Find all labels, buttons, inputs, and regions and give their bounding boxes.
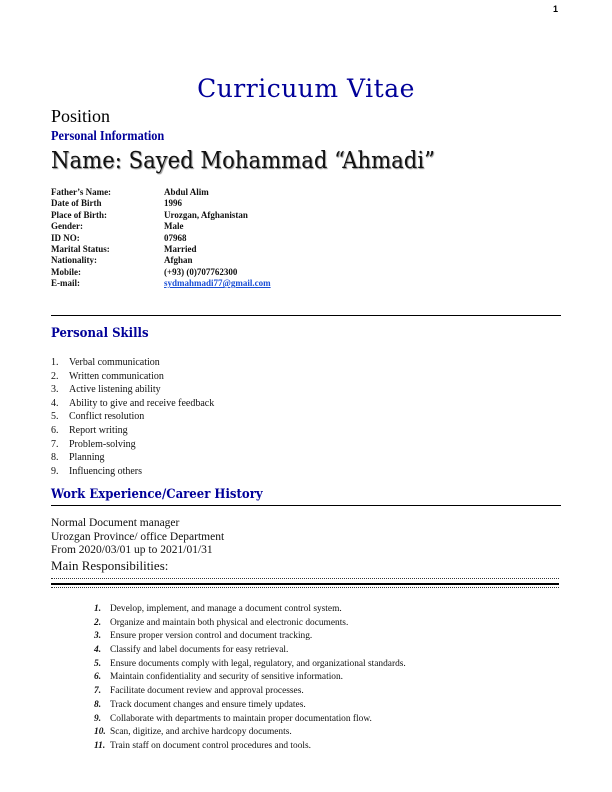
info-row-dob <box>51 198 271 209</box>
thick-divider <box>51 583 559 585</box>
job-period: From 2020/03/01 up to 2021/01/31 <box>51 544 213 556</box>
job-title: Normal Document manager <box>51 517 180 529</box>
item-number: 4. <box>51 397 59 409</box>
list-item <box>94 685 406 699</box>
info-label: Marital Status: <box>51 243 110 254</box>
item-number: 5. <box>51 411 59 423</box>
list-item <box>51 383 214 397</box>
info-label: Nationality: <box>51 255 97 266</box>
list-item <box>94 726 406 740</box>
item-number: 9. <box>51 465 59 477</box>
item-number: 8. <box>51 452 59 464</box>
item-number: 7. <box>94 686 102 697</box>
list-item <box>51 465 214 479</box>
page-number: 1 <box>553 4 559 14</box>
list-item <box>94 658 406 672</box>
item-text: Problem-solving <box>69 438 136 450</box>
document-title: Curricuum Vitae <box>197 74 415 103</box>
list-item <box>94 617 406 631</box>
info-row-nationality <box>51 255 271 266</box>
info-row-marital <box>51 244 271 255</box>
info-label: Father’s Name: <box>51 187 112 197</box>
list-item <box>94 699 406 713</box>
item-number: 6. <box>51 424 59 436</box>
info-label: Mobile: <box>51 266 81 277</box>
item-text: Ensure documents comply with legal, regulatory, and organizational standards. <box>110 658 406 669</box>
item-number: 9. <box>94 713 102 724</box>
item-text: Maintain confidentiality and security of sensitive information. <box>110 672 344 683</box>
personal-information-heading: Personal Information <box>51 129 165 144</box>
info-value: Urozgan, Afghanistan <box>164 209 248 220</box>
info-value: Abdul Alim <box>164 187 209 197</box>
item-text: Scan, digitize, and archive hardcopy documents. <box>110 727 292 738</box>
info-label: Place of Birth: <box>51 209 107 220</box>
responsibilities-list <box>94 603 406 754</box>
item-text: Train staff on document control procedures and tools. <box>110 740 312 751</box>
personal-info-table <box>51 187 271 290</box>
item-number: 2. <box>51 370 59 382</box>
item-number: 2. <box>94 617 102 628</box>
item-text: Facilitate document review and approval processes. <box>110 686 304 697</box>
list-item <box>51 397 214 411</box>
info-label: Date of Birth <box>51 198 102 209</box>
info-value: Male <box>164 221 184 232</box>
list-item <box>51 451 214 465</box>
item-text: Active listening ability <box>69 384 161 396</box>
item-text: Influencing others <box>69 465 143 477</box>
info-value: (+93) (0)707762300 <box>164 266 238 277</box>
info-row-father <box>51 187 271 198</box>
item-number: 3. <box>94 631 102 642</box>
item-number: 10. <box>94 727 106 738</box>
item-number: 3. <box>51 384 59 396</box>
item-text: Written communication <box>69 370 164 382</box>
info-row-id <box>51 233 271 244</box>
section-divider <box>51 315 561 316</box>
info-label: ID NO: <box>51 232 80 243</box>
list-item <box>94 740 406 754</box>
info-row-birthplace <box>51 210 271 221</box>
info-row-email <box>51 278 271 289</box>
work-experience-heading: Work Experience/Career History <box>51 487 263 502</box>
list-item <box>51 438 214 452</box>
list-item <box>51 424 214 438</box>
item-number: 4. <box>94 645 102 656</box>
item-text: Develop, implement, and manage a document control system. <box>110 604 342 614</box>
info-value: Married <box>164 243 197 254</box>
list-item <box>94 603 406 617</box>
personal-skills-heading: Personal Skills <box>51 326 149 341</box>
list-item <box>51 370 214 384</box>
item-text: Conflict resolution <box>69 411 145 423</box>
item-text: Report writing <box>69 424 128 436</box>
item-number: 8. <box>94 699 102 710</box>
candidate-name: Name: Sayed Mohammad “Ahmadi” <box>51 148 435 174</box>
item-text: Classify and label documents for easy retrieval. <box>110 645 289 656</box>
item-number: 1. <box>94 604 102 614</box>
item-text: Track document changes and ensure timely updates. <box>110 699 306 710</box>
item-text: Ensure proper version control and document tracking. <box>110 631 313 642</box>
info-row-mobile <box>51 267 271 278</box>
item-number: 6. <box>94 672 102 683</box>
email-link[interactable]: sydmahmadi77@gmail.com <box>164 278 271 289</box>
list-item <box>94 671 406 685</box>
list-item <box>51 356 214 370</box>
item-text: Collaborate with departments to maintain proper documentation flow. <box>110 713 372 724</box>
section-divider <box>51 505 561 506</box>
item-text: Organize and maintain both physical and electronic documents. <box>110 617 349 628</box>
info-value: 07968 <box>164 232 187 243</box>
list-item <box>51 410 214 424</box>
list-item <box>94 630 406 644</box>
dotted-divider <box>51 587 559 588</box>
list-item <box>94 713 406 727</box>
item-text: Planning <box>69 452 105 464</box>
job-details <box>51 517 224 558</box>
job-organization: Urozgan Province/ office Department <box>51 530 225 543</box>
responsibilities-heading: Main Responsibilities: <box>51 558 169 573</box>
position-label: Position <box>51 106 111 126</box>
info-row-gender <box>51 221 271 232</box>
item-text: Ability to give and receive feedback <box>69 397 215 409</box>
list-item <box>94 644 406 658</box>
item-number: 5. <box>94 658 102 669</box>
info-value: 1996 <box>164 198 182 209</box>
info-value: Afghan <box>164 255 193 266</box>
item-number: 7. <box>51 438 59 450</box>
info-label: E-mail: <box>51 278 80 289</box>
info-label: Gender: <box>51 221 83 232</box>
dotted-divider <box>51 578 559 579</box>
item-text: Verbal communication <box>69 357 160 368</box>
skills-list <box>51 356 214 478</box>
item-number: 11. <box>94 740 106 751</box>
item-number: 1. <box>51 357 59 368</box>
